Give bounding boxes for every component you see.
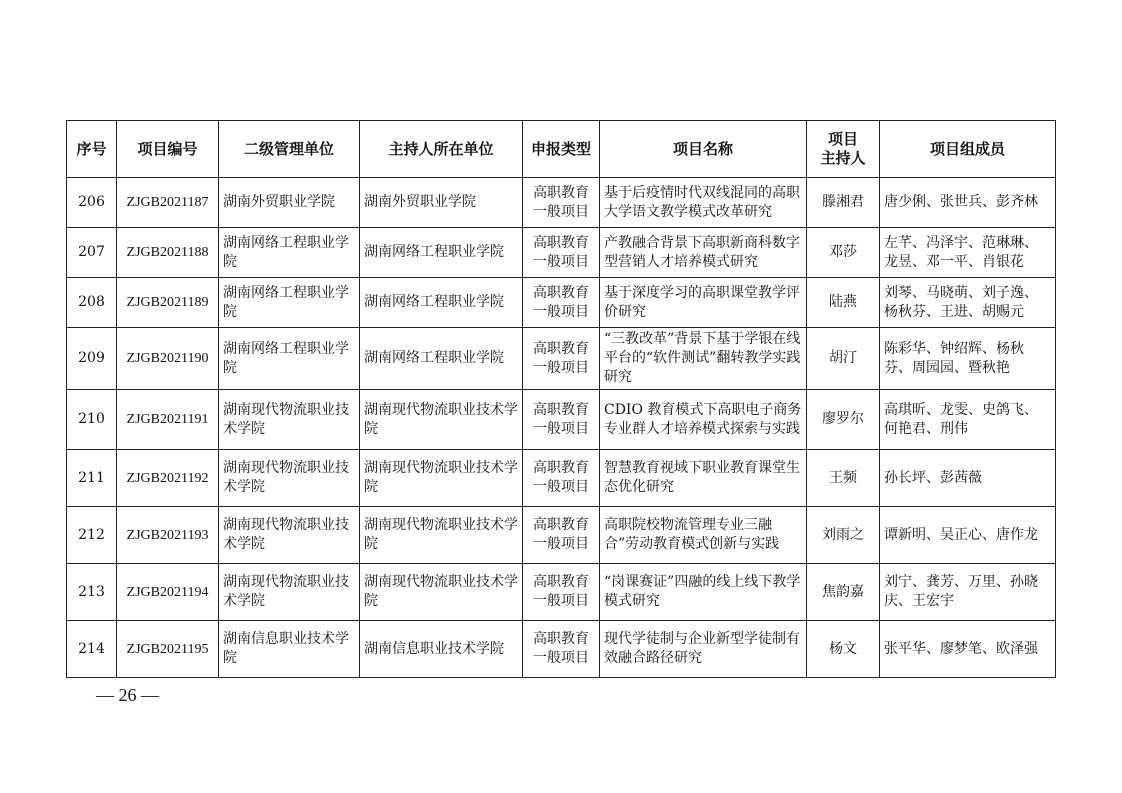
cell-host-unit: 湖南网络工程职业学院 bbox=[360, 278, 523, 328]
cell-host-unit: 湖南网络工程职业学院 bbox=[360, 328, 523, 390]
cell-type: 高职教育一般项目 bbox=[523, 278, 600, 328]
cell-host-unit: 湖南现代物流职业技术学院 bbox=[360, 450, 523, 507]
cell-unit: 湖南现代物流职业技术学院 bbox=[219, 450, 360, 507]
cell-host-unit: 湖南外贸职业学院 bbox=[360, 178, 523, 228]
cell-name: 基于深度学习的高职课堂教学评价研究 bbox=[600, 278, 807, 328]
cell-host: 廖罗尔 bbox=[807, 390, 880, 450]
cell-type: 高职教育一般项目 bbox=[523, 450, 600, 507]
cell-unit: 湖南现代物流职业技术学院 bbox=[219, 507, 360, 564]
header-host-unit: 主持人所在单位 bbox=[360, 121, 523, 178]
cell-seq: 206 bbox=[67, 178, 117, 228]
cell-unit: 湖南网络工程职业学院 bbox=[219, 328, 360, 390]
cell-type: 高职教育一般项目 bbox=[523, 621, 600, 678]
table-row bbox=[67, 507, 1056, 564]
cell-name: CDIO 教育模式下高职电子商务专业群人才培养模式探索与实践 bbox=[600, 390, 807, 450]
table-row bbox=[67, 450, 1056, 507]
cell-seq: 212 bbox=[67, 507, 117, 564]
cell-type: 高职教育一般项目 bbox=[523, 228, 600, 278]
cell-host: 杨文 bbox=[807, 621, 880, 678]
cell-name: 现代学徒制与企业新型学徒制有效融合路径研究 bbox=[600, 621, 807, 678]
cell-host-unit: 湖南信息职业技术学院 bbox=[360, 621, 523, 678]
table-row bbox=[67, 228, 1056, 278]
cell-code: ZJGB2021192 bbox=[117, 450, 219, 507]
header-host-line2: 主持人 bbox=[820, 149, 866, 167]
cell-code: ZJGB2021190 bbox=[117, 328, 219, 390]
cell-members: 陈彩华、钟绍辉、杨秋芬、周园园、暨秋艳 bbox=[880, 328, 1056, 390]
cell-seq: 213 bbox=[67, 564, 117, 621]
cell-code: ZJGB2021195 bbox=[117, 621, 219, 678]
cell-host-unit: 湖南网络工程职业学院 bbox=[360, 228, 523, 278]
header-name: 项目名称 bbox=[600, 121, 807, 178]
table-row bbox=[67, 621, 1056, 678]
header-code: 项目编号 bbox=[117, 121, 219, 178]
header-host-line1: 项目 bbox=[827, 130, 858, 148]
cell-name: 智慧教育视域下职业教育课堂生态优化研究 bbox=[600, 450, 807, 507]
cell-members: 张平华、廖梦笔、欧泽强 bbox=[880, 621, 1056, 678]
table-row bbox=[67, 390, 1056, 450]
header-unit: 二级管理单位 bbox=[219, 121, 360, 178]
header-type: 申报类型 bbox=[523, 121, 600, 178]
cell-code: ZJGB2021193 bbox=[117, 507, 219, 564]
cell-name: “三教改革”背景下基于学银在线平台的“软件测试”翻转教学实践研究 bbox=[600, 328, 807, 390]
cell-type: 高职教育一般项目 bbox=[523, 507, 600, 564]
cell-seq: 210 bbox=[67, 390, 117, 450]
table-row bbox=[67, 178, 1056, 228]
cell-unit: 湖南网络工程职业学院 bbox=[219, 278, 360, 328]
cell-members: 高琪昕、龙雯、史鸽飞、何艳君、刑伟 bbox=[880, 390, 1056, 450]
cell-type: 高职教育一般项目 bbox=[523, 328, 600, 390]
table-header-row bbox=[67, 121, 1056, 178]
cell-type: 高职教育一般项目 bbox=[523, 564, 600, 621]
cell-code: ZJGB2021194 bbox=[117, 564, 219, 621]
header-members: 项目组成员 bbox=[880, 121, 1056, 178]
cell-unit: 湖南信息职业技术学院 bbox=[219, 621, 360, 678]
cell-host: 邓莎 bbox=[807, 228, 880, 278]
header-seq: 序号 bbox=[67, 121, 117, 178]
cell-code: ZJGB2021189 bbox=[117, 278, 219, 328]
cell-code: ZJGB2021188 bbox=[117, 228, 219, 278]
cell-seq: 207 bbox=[67, 228, 117, 278]
header-host bbox=[807, 121, 880, 178]
table-body bbox=[67, 178, 1056, 678]
cell-code: ZJGB2021191 bbox=[117, 390, 219, 450]
cell-host: 胡汀 bbox=[807, 328, 880, 390]
cell-code: ZJGB2021187 bbox=[117, 178, 219, 228]
cell-members: 左芊、冯泽宇、范琳琳、龙昱、邓一平、肖银花 bbox=[880, 228, 1056, 278]
cell-seq: 209 bbox=[67, 328, 117, 390]
cell-members: 刘琴、马晓萌、刘子逸、杨秋芬、王进、胡赐元 bbox=[880, 278, 1056, 328]
project-table bbox=[66, 120, 1056, 678]
cell-host-unit: 湖南现代物流职业技术学院 bbox=[360, 390, 523, 450]
cell-unit: 湖南现代物流职业技术学院 bbox=[219, 564, 360, 621]
cell-type: 高职教育一般项目 bbox=[523, 390, 600, 450]
cell-members: 谭新明、吴正心、唐作龙 bbox=[880, 507, 1056, 564]
cell-host: 焦韵嘉 bbox=[807, 564, 880, 621]
cell-host: 王频 bbox=[807, 450, 880, 507]
cell-host-unit: 湖南现代物流职业技术学院 bbox=[360, 507, 523, 564]
cell-seq: 211 bbox=[67, 450, 117, 507]
cell-members: 刘宁、龚芳、万里、孙晓庆、王宏宇 bbox=[880, 564, 1056, 621]
cell-members: 孙长坪、彭茜薇 bbox=[880, 450, 1056, 507]
table-row bbox=[67, 278, 1056, 328]
cell-host: 滕湘君 bbox=[807, 178, 880, 228]
cell-host: 陆燕 bbox=[807, 278, 880, 328]
cell-name: “岗课赛证”四融的线上线下教学模式研究 bbox=[600, 564, 807, 621]
cell-seq: 214 bbox=[67, 621, 117, 678]
cell-host-unit: 湖南现代物流职业技术学院 bbox=[360, 564, 523, 621]
cell-name: 基于后疫情时代双线混同的高职大学语文教学模式改革研究 bbox=[600, 178, 807, 228]
cell-name: 高职院校物流管理专业三融合”劳动教育模式创新与实践 bbox=[600, 507, 807, 564]
cell-seq: 208 bbox=[67, 278, 117, 328]
cell-unit: 湖南现代物流职业技术学院 bbox=[219, 390, 360, 450]
page-number: — 26 — bbox=[96, 685, 159, 705]
table-row bbox=[67, 564, 1056, 621]
cell-unit: 湖南外贸职业学院 bbox=[219, 178, 360, 228]
cell-host: 刘雨之 bbox=[807, 507, 880, 564]
cell-type: 高职教育一般项目 bbox=[523, 178, 600, 228]
cell-name: 产教融合背景下高职新商科数字型营销人才培养模式研究 bbox=[600, 228, 807, 278]
cell-unit: 湖南网络工程职业学院 bbox=[219, 228, 360, 278]
cell-members: 唐少俐、张世兵、彭齐林 bbox=[880, 178, 1056, 228]
table-row bbox=[67, 328, 1056, 390]
